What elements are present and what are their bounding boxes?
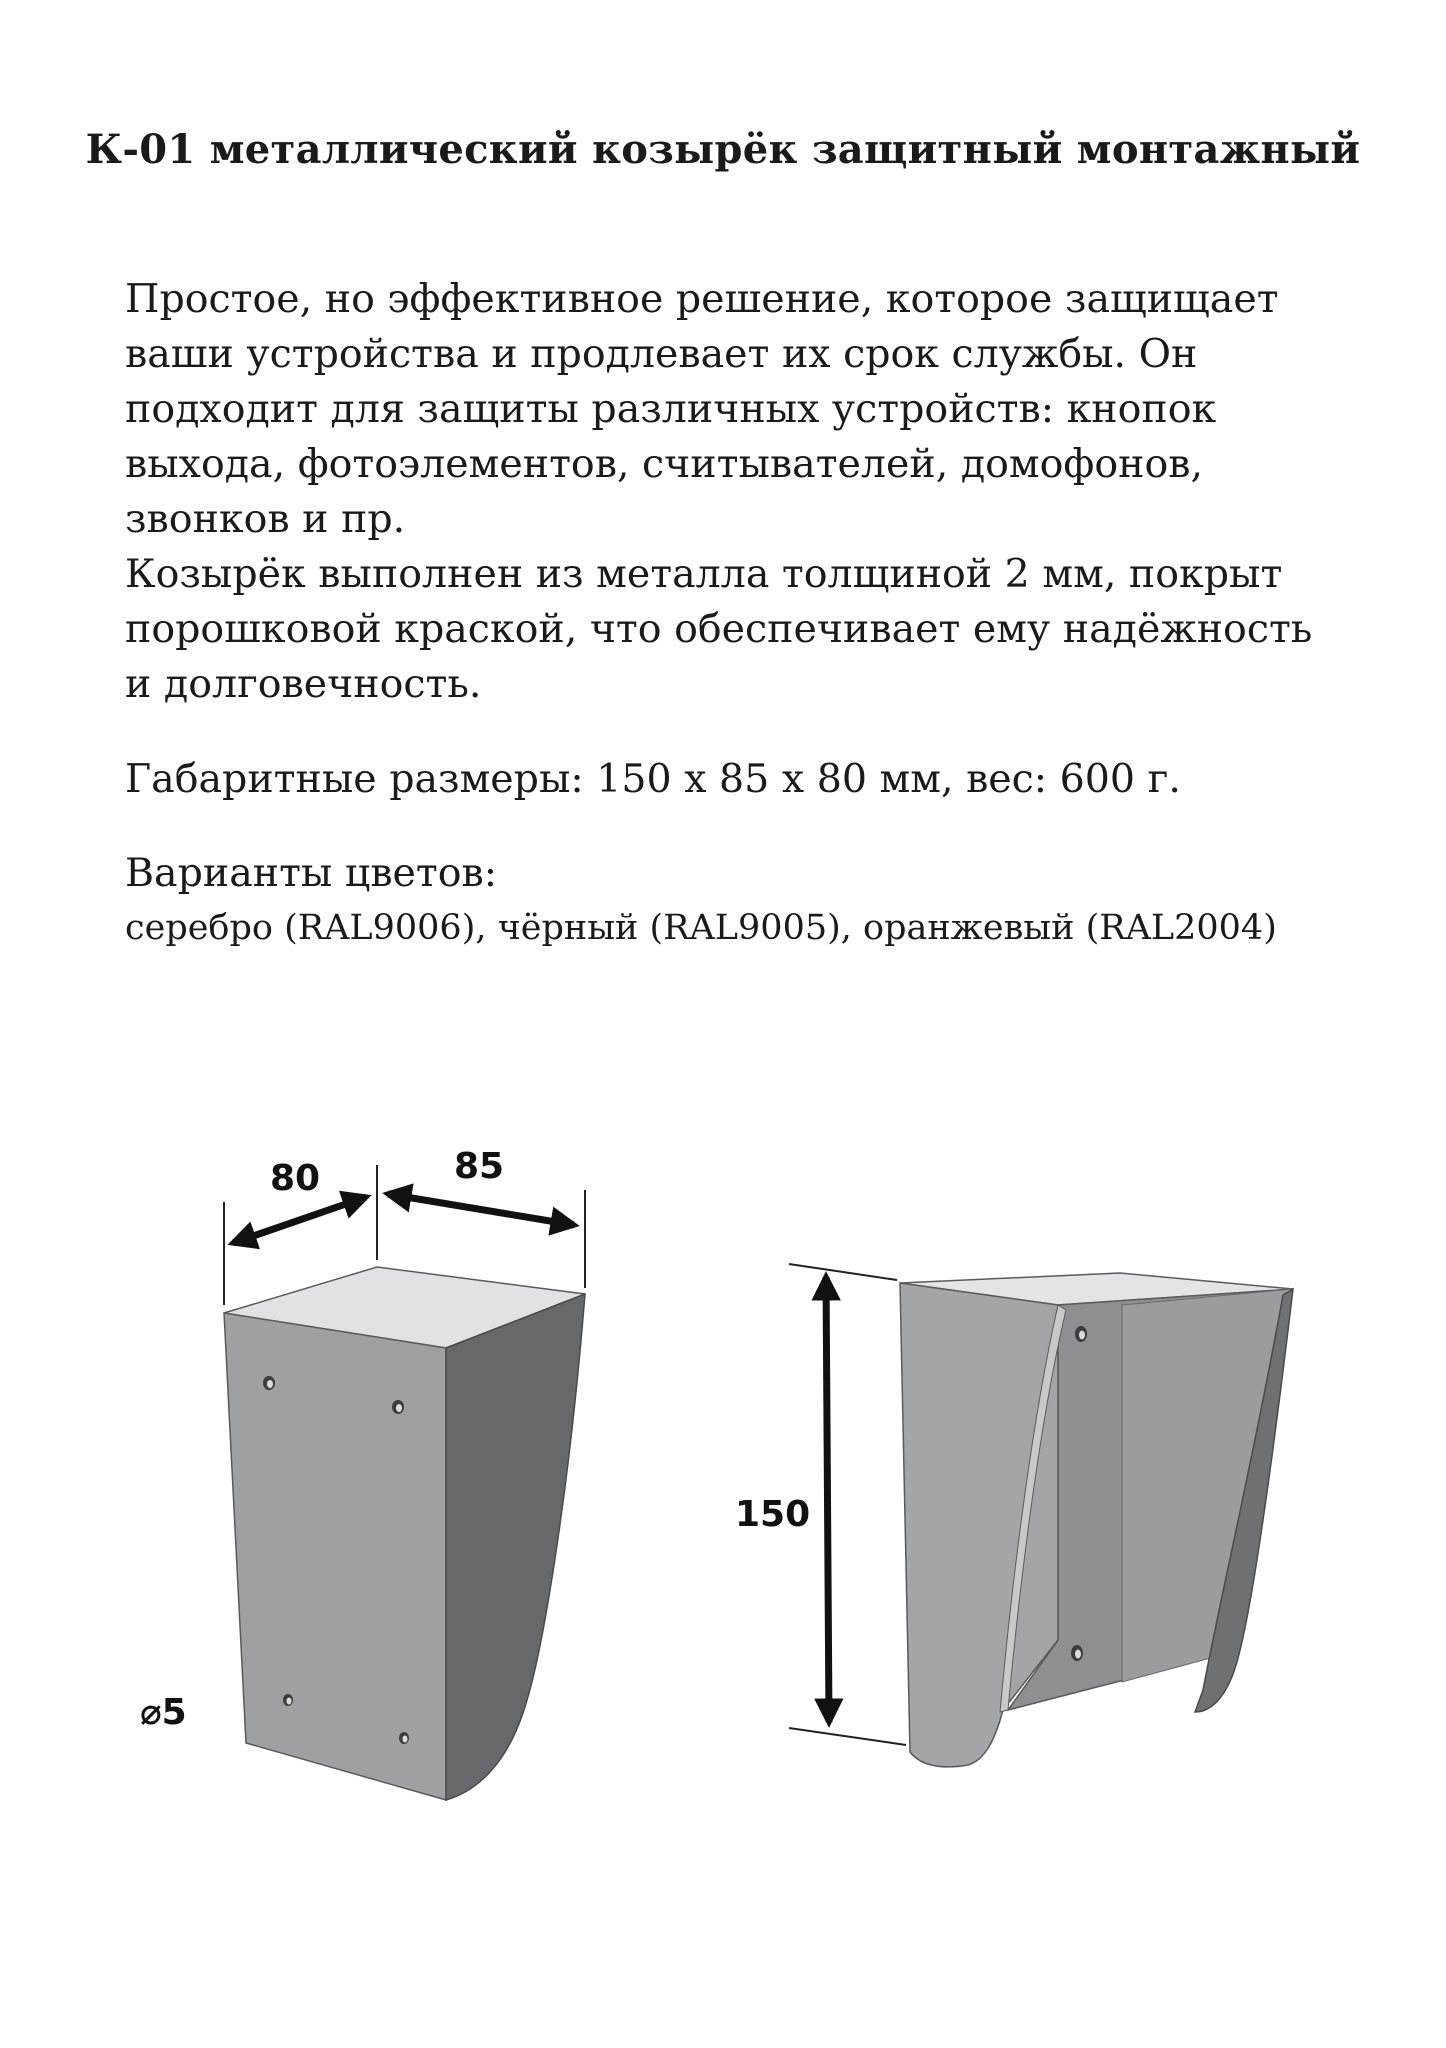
colors-heading: Варианты цветов: (125, 850, 498, 896)
width-label: 80 (270, 1158, 321, 1199)
description-line: порошковой краской, что обеспечивает ему надёжность (125, 606, 1313, 652)
depth-label: 85 (454, 1146, 505, 1187)
description-line: Простое, но эффективное решение, которое защищает (125, 276, 1279, 322)
dimensions-text: Габаритные размеры: 150 х 85 х 80 мм, вес: 600 г. (125, 756, 1181, 802)
description-line: и долговечность. (125, 661, 482, 707)
mounting-hole (392, 1400, 404, 1414)
page-title: К-01 металлический козырёк защитный монтажный (85, 126, 1361, 173)
hole-diameter-label: ⌀5 (140, 1692, 187, 1733)
visor-front-view (224, 1267, 585, 1800)
description-line: ваши устройства и продлевает их срок службы. Он (125, 331, 1198, 377)
description-line: Козырёк выполнен из металла толщиной 2 мм, покрыт (125, 551, 1283, 597)
colors-values: серебро (RAL9006), чёрный (RAL9005), оранжевый (RAL2004) (125, 908, 1277, 948)
description-line: выхода, фотоэлементов, считывателей, домофонов, (125, 441, 1204, 487)
mounting-hole (283, 1694, 293, 1706)
mounting-hole (399, 1732, 409, 1744)
mounting-hole (1071, 1645, 1083, 1661)
visor-rear-view (900, 1273, 1293, 1767)
description-line: подходит для защиты различных устройств: кнопок (125, 386, 1217, 432)
description-line: звонков и пр. (125, 496, 406, 542)
mounting-hole (1075, 1326, 1087, 1342)
height-label: 150 (735, 1494, 811, 1535)
mounting-hole (263, 1376, 275, 1390)
